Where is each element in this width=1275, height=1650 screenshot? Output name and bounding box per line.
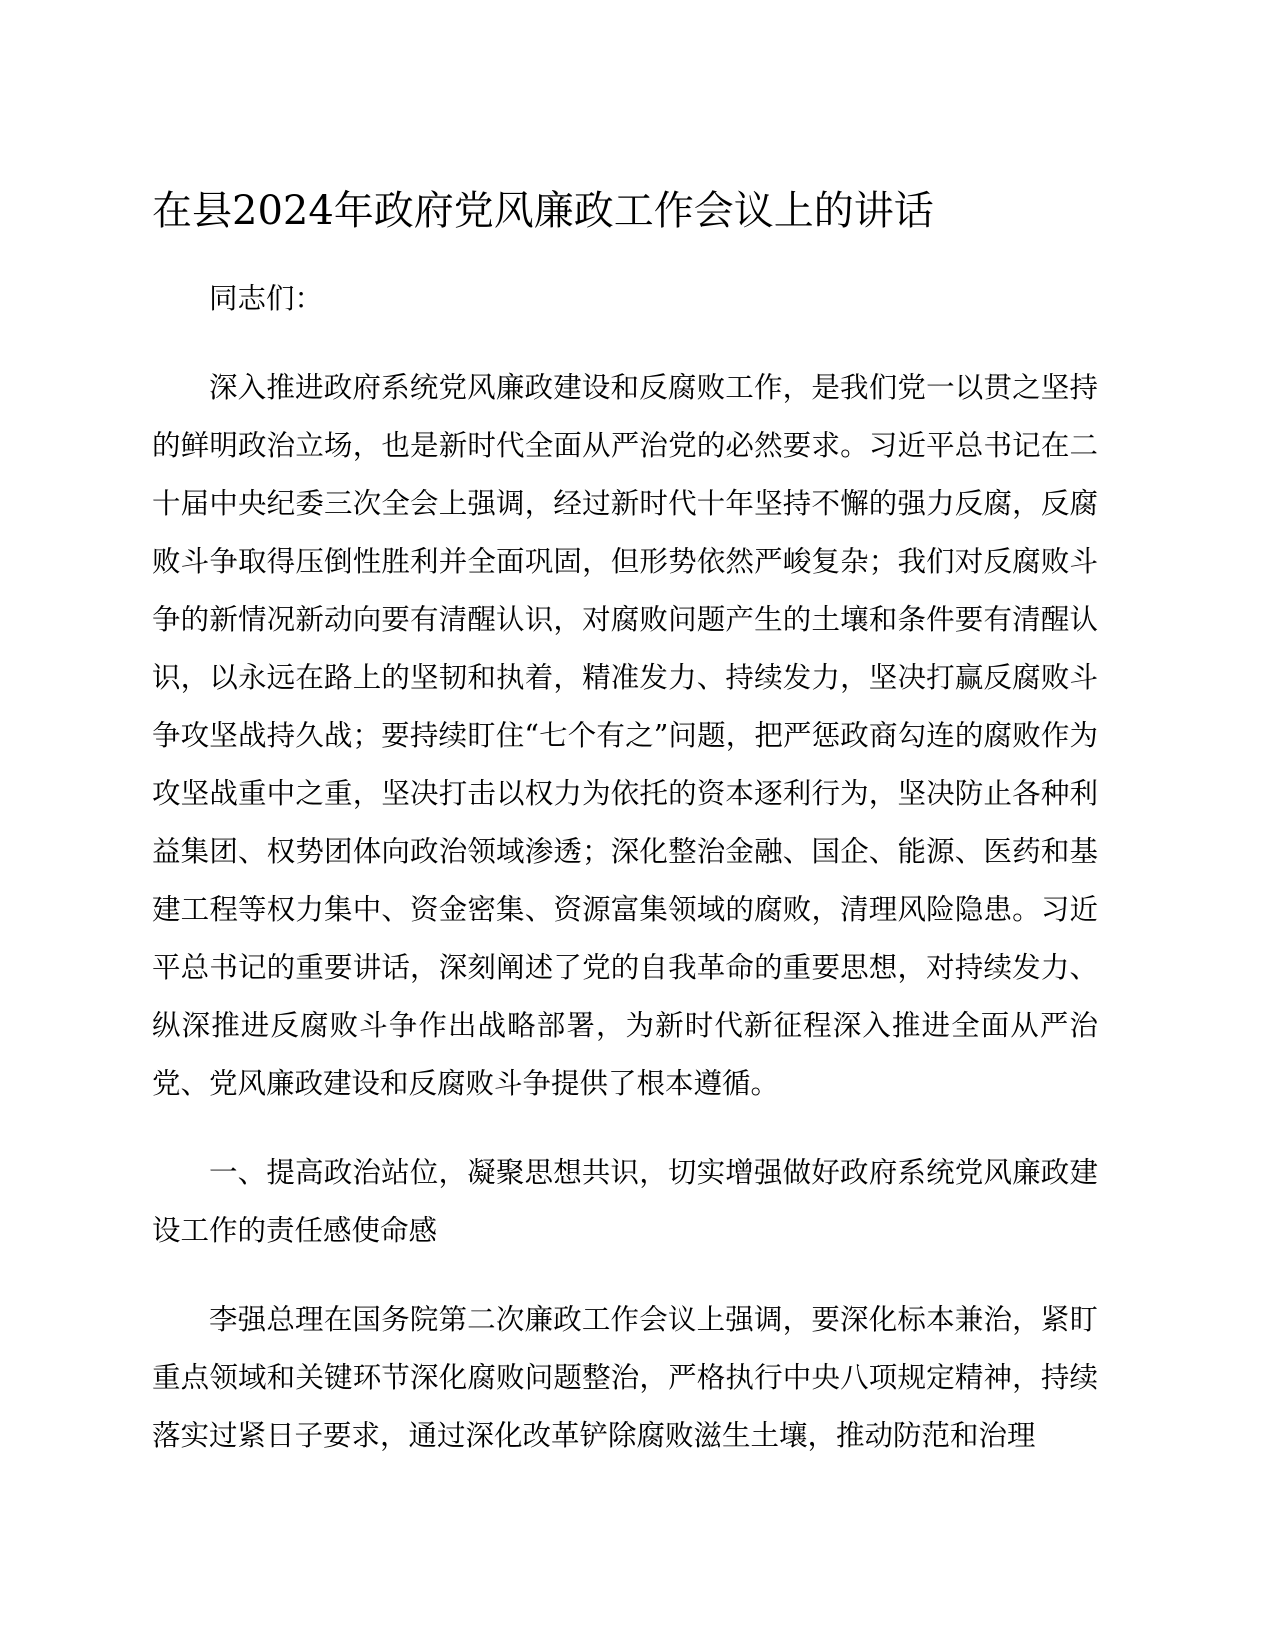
intro-paragraph: 深入推进政府系统党风廉政建设和反腐败工作，是我们党一以贯之坚持的鲜明政治立场，也是新时代全面从严治党的必然要求。习近平总书记在二十届中央纪委三次全会上强调，经过新时代十年坚持不懈的强力反腐，反腐败斗争取得压倒性胜利并全面巩固，但形势依然严峻复杂；我们对反腐败斗争的新情况新动向要有清醒认识，对腐败问题产生的土壤和条件要有清醒认识，以永远在路上的坚韧和执着，精准发力、持续发力，坚决打赢反腐败斗争攻坚战持久战；要持续盯住“七个有之”问题，把严惩政商勾连的腐败作为攻坚战重中之重，坚决打击以权力为依托的资本逐利行为，坚决防止各种利益集团、权势团体向政治领域渗透；深化整治金融、国企、能源、医药和基建工程等权力集中、资金密集、资源富集领域的腐败，清理风险隐患。习近平总书记的重要讲话，深刻阐述了党的自我革命的重要思想，对持续发力、纵深推进反腐败斗争作出战略部署，为新时代新征程深入推进全面从严治党、党风廉政建设和反腐败斗争提供了根本遵循。 — [152, 371, 1098, 1100]
salutation: 同志们： — [209, 282, 324, 315]
section-1-heading: 一、提高政治站位，凝聚思想共识，切实增强做好政府系统党风廉政建设工作的责任感使命感 — [152, 1156, 1098, 1247]
document-title: 在县2024年政府党风廉政工作会议上的讲话 — [152, 188, 934, 234]
section-1-body: 李强总理在国务院第二次廉政工作会议上强调，要深化标本兼治，紧盯重点领域和关键环节深化腐败问题整治，严格执行中央八项规定精神，持续落实过紧日子要求，通过深化改革铲除腐败滋生土壤，推动防范和治理 — [152, 1303, 1098, 1452]
document-page — [152, 183, 1098, 1465]
